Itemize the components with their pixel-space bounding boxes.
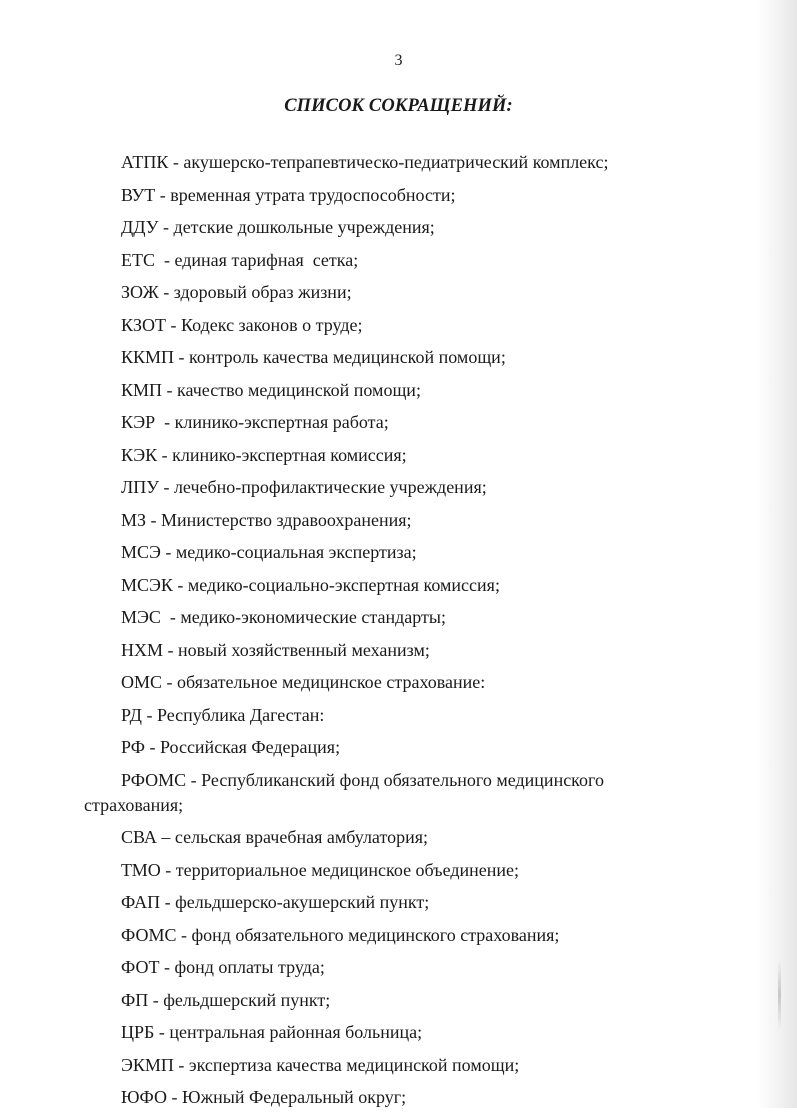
- abbreviation: МСЭК: [121, 574, 173, 595]
- definition: акушерско-тепрапевтическо-педиатрический комплекс;: [183, 152, 609, 172]
- abbreviation: АТПК: [121, 152, 169, 172]
- definition: временная утрата трудоспособности;: [170, 184, 456, 205]
- abbreviation: ККМП: [121, 347, 175, 367]
- abbreviation: КЭК: [121, 444, 158, 465]
- separator-dash: -: [159, 957, 175, 977]
- list-item: [0, 640, 797, 660]
- list-item: [0, 705, 797, 725]
- abbreviation: СВА: [121, 827, 157, 847]
- separator-dash: -: [174, 347, 190, 367]
- separator-dash: -: [158, 282, 174, 302]
- definition: центральная районная больница;: [169, 1022, 423, 1042]
- definition: клинико-экспертная комиссия;: [172, 444, 407, 465]
- list-item: [0, 347, 797, 367]
- list-item: [0, 380, 797, 400]
- separator-dash: -: [141, 704, 157, 725]
- definition: контроль качества медицинской помощи;: [189, 347, 506, 367]
- abbreviation: ФАП: [121, 892, 161, 912]
- list-item: [0, 1055, 797, 1075]
- definition: фельдшерский пункт;: [163, 989, 331, 1010]
- definition: Республика Дагестан:: [156, 704, 325, 725]
- list-item: [0, 445, 797, 465]
- definition-continuation: страхования;: [84, 794, 184, 815]
- definition: фонд обязательного медицинского страхования;: [191, 924, 560, 945]
- abbreviation: КЗОТ: [121, 314, 167, 335]
- abbreviation: МЭС: [121, 607, 161, 627]
- abbreviation: ЦРБ: [121, 1022, 155, 1042]
- separator-dash: -: [160, 892, 176, 912]
- list-item: [0, 737, 797, 757]
- abbreviation: МСЭ: [121, 542, 161, 562]
- list-item: [0, 990, 797, 1010]
- separator-dash: -: [154, 1022, 170, 1042]
- separator-dash: -: [168, 152, 184, 172]
- abbreviation: ЮФО: [121, 1087, 167, 1107]
- definition: территориальное медицинское объединение;: [175, 859, 519, 880]
- abbreviation: ФОТ: [121, 957, 160, 977]
- list-item: [0, 152, 797, 172]
- definition: фонд оплаты труда;: [174, 957, 325, 977]
- abbreviation: ТМО: [121, 859, 161, 880]
- list-item: [0, 185, 797, 205]
- list-item: [0, 575, 797, 595]
- separator-dash: -: [163, 639, 179, 660]
- definition: экспертиза качества медицинской помощи;: [188, 1054, 520, 1075]
- page-title: СПИСОК СОКРАЩЕНИЙ:: [284, 96, 513, 116]
- separator-dash: -: [166, 1087, 182, 1107]
- list-item: [0, 477, 797, 497]
- abbreviation: НХМ: [121, 639, 164, 660]
- definition: Республиканский фонд обязательного медицинского: [201, 769, 604, 790]
- abbreviation: ЛПУ: [121, 477, 159, 497]
- definition: лечебно-профилактические учреждения;: [173, 477, 487, 497]
- list-item: [0, 672, 797, 692]
- definition: Кодекс законов о труде;: [181, 314, 363, 335]
- abbreviation: ВУТ: [121, 184, 156, 205]
- separator-dash: -: [166, 314, 182, 335]
- definition: клинико-экспертная работа;: [174, 412, 389, 432]
- scan-edge-shadow: [778, 960, 781, 1030]
- list-item: [0, 827, 797, 847]
- abbreviation: ФП: [121, 989, 149, 1010]
- abbreviation: РД: [121, 704, 142, 725]
- separator-dash: -: [157, 444, 173, 465]
- abbreviation: РФОМС: [121, 769, 187, 790]
- separator-dash: -: [155, 184, 171, 205]
- list-item: [0, 282, 797, 302]
- definition: обязательное медицинское страхование:: [177, 672, 486, 692]
- definition: новый хозяйственный механизм;: [178, 639, 430, 660]
- definition: единая тарифная сетка;: [174, 249, 359, 270]
- list-item: [0, 217, 797, 237]
- abbreviation-list: [0, 152, 797, 1120]
- list-item: [0, 250, 797, 270]
- list-item: [0, 510, 797, 530]
- abbreviation: ФОМС: [121, 924, 177, 945]
- separator-dash: -: [160, 859, 176, 880]
- separator-dash: -: [162, 672, 178, 692]
- separator-dash: -: [158, 477, 174, 497]
- abbreviation: КЭР: [121, 412, 156, 432]
- abbreviation: ЭКМП: [121, 1054, 174, 1075]
- separator-dash: -: [160, 542, 176, 562]
- separator-dash: -: [155, 412, 175, 432]
- list-item: [0, 1087, 797, 1107]
- separator-dash: –: [156, 827, 175, 847]
- separator-dash: -: [173, 1054, 189, 1075]
- list-item: [0, 542, 797, 562]
- separator-dash: -: [160, 607, 181, 627]
- definition: здоровый образ жизни;: [173, 282, 352, 302]
- definition: Министерство здравоохранения;: [161, 509, 412, 530]
- separator-dash: -: [158, 217, 174, 237]
- definition: Южный Федеральный округ;: [181, 1087, 407, 1107]
- definition: медико-экономические стандарты;: [180, 607, 446, 627]
- definition: медико-социальная экспертиза;: [175, 542, 417, 562]
- page-number: 3: [394, 52, 403, 69]
- separator-dash: -: [144, 737, 160, 757]
- separator-dash: -: [155, 249, 175, 270]
- abbreviation: ЕТС: [121, 249, 155, 270]
- separator-dash: -: [148, 989, 164, 1010]
- definition: качество медицинской помощи;: [177, 379, 421, 400]
- abbreviation: КМП: [121, 379, 163, 400]
- definition: фельдшерско-акушерский пункт;: [175, 892, 430, 912]
- separator-dash: -: [162, 379, 178, 400]
- definition: медико-социально-экспертная комиссия;: [187, 574, 500, 595]
- list-item: [0, 860, 797, 880]
- abbreviation: ОМС: [121, 672, 163, 692]
- list-item: [0, 1022, 797, 1042]
- separator-dash: -: [186, 769, 202, 790]
- list-item: [0, 315, 797, 335]
- separator-dash: -: [172, 574, 188, 595]
- definition: Российская Федерация;: [159, 737, 341, 757]
- list-item: [0, 892, 797, 912]
- list-item: [0, 412, 797, 432]
- definition: сельская врачебная амбулатория;: [174, 827, 428, 847]
- list-item: [0, 925, 797, 945]
- definition: детские дошкольные учреждения;: [173, 217, 435, 237]
- abbreviation: ЗОЖ: [121, 282, 159, 302]
- list-item: [0, 957, 797, 977]
- abbreviation: МЗ: [121, 509, 147, 530]
- list-item: [0, 770, 797, 790]
- abbreviation: ДДУ: [121, 217, 159, 237]
- separator-dash: -: [176, 924, 192, 945]
- list-item: [0, 607, 797, 627]
- abbreviation: РФ: [121, 737, 145, 757]
- separator-dash: -: [146, 509, 162, 530]
